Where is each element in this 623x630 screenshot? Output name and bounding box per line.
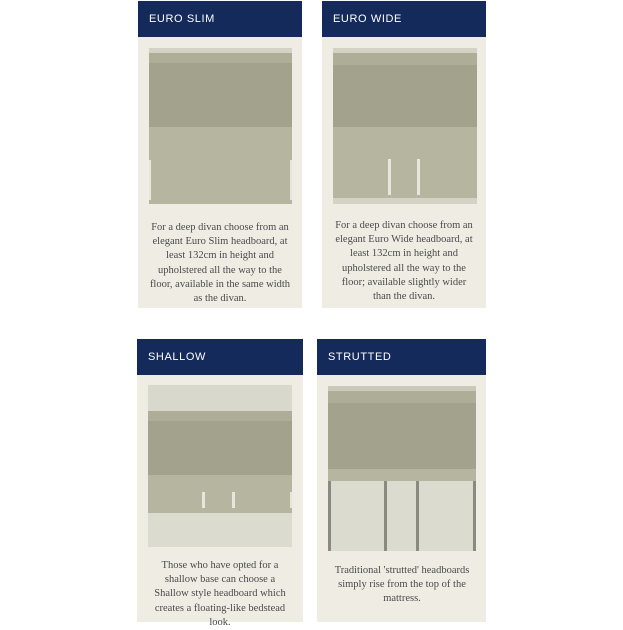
card-description: Those who have opted for a shallow base can choose a Shallow style headboard which creates a floating-like bedstead look. xyxy=(154,560,286,628)
headboard-card-euro-wide xyxy=(322,1,486,308)
shallow-illustration xyxy=(148,385,292,547)
card-description: Traditional 'strutted' headboards simply rise from the top of the mattress. xyxy=(334,565,470,605)
card-title: EURO WIDE xyxy=(322,1,486,37)
euro-slim-illustration xyxy=(149,48,292,204)
card-description: For a deep divan choose from an elegant Euro Wide headboard, at least 132cm in height and upholstered all the way to the floor; available slightly wider than the divan. xyxy=(335,220,473,303)
card-title: SHALLOW xyxy=(137,339,303,375)
card-description: For a deep divan choose from an elegant Euro Slim headboard, at least 132cm in height and upholstered all the way to the floor, available in the same width as the divan. xyxy=(149,222,291,305)
headboard-card-shallow xyxy=(137,339,303,628)
card-title: STRUTTED xyxy=(317,339,486,375)
headboard-card-euro-slim xyxy=(138,1,302,308)
euro-wide-illustration xyxy=(333,48,477,204)
strutted-illustration xyxy=(328,386,476,551)
card-title: EURO SLIM xyxy=(138,1,302,37)
headboard-card-strutted xyxy=(317,339,486,622)
